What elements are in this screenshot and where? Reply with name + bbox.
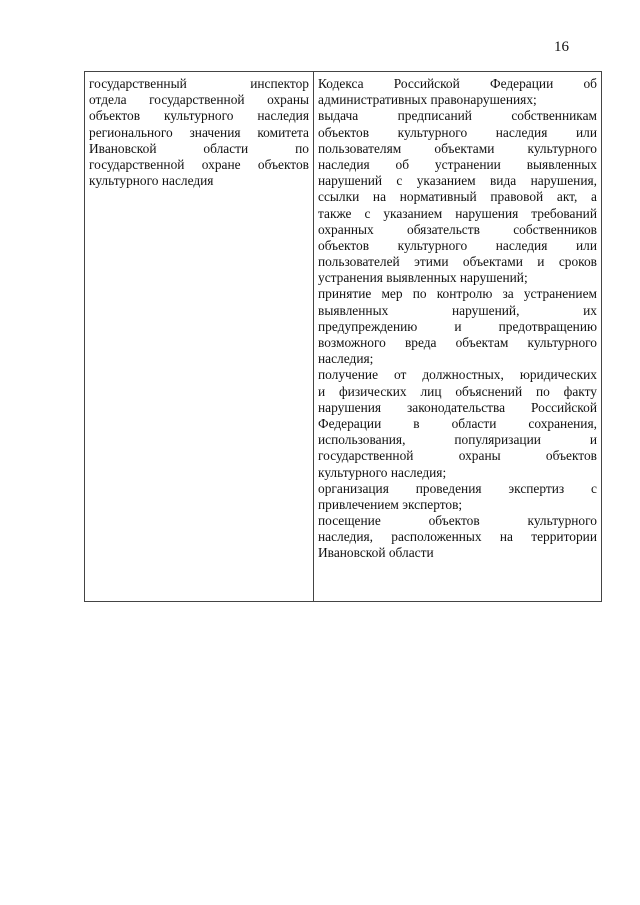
duties-line: Федерации в области сохранения, bbox=[318, 415, 597, 431]
duties-line: Ивановской области bbox=[318, 545, 434, 561]
duties-line: принятие мер по контролю за устранением bbox=[318, 286, 597, 302]
duties-line: наследия об устранении выявленных bbox=[318, 156, 597, 172]
duties-line: культурного наследия; bbox=[318, 464, 447, 480]
duties-line: и физических лиц объяснений по факту bbox=[318, 383, 597, 399]
position-line: регионального значения комитета bbox=[89, 124, 309, 140]
duties-line: наследия, расположенных на территории bbox=[318, 529, 597, 545]
duties-line: также с указанием нарушения требований bbox=[318, 205, 597, 221]
duties-line: государственной охраны объектов bbox=[318, 448, 597, 464]
table-cell-duties bbox=[314, 72, 601, 601]
duties-line: получение от должностных, юридических bbox=[318, 367, 597, 383]
document-table bbox=[84, 71, 602, 602]
position-line: культурного наследия bbox=[89, 173, 214, 189]
duties-line: пользователей этими объектами и сроков bbox=[318, 254, 597, 270]
duties-line: возможного вреда объектам культурного bbox=[318, 335, 597, 350]
duties-line: административных правонарушениях; bbox=[318, 92, 537, 108]
duties-line: объектов культурного наследия или bbox=[318, 124, 597, 140]
duties-line: нарушения законодательства Российской bbox=[318, 399, 597, 415]
duties-line: выдача предписаний собственникам bbox=[318, 108, 597, 124]
duties-line: привлечением экспертов; bbox=[318, 496, 463, 512]
position-line: государственный инспектор bbox=[89, 76, 309, 91]
duties-line: ссылки на нормативный правовой акт, а bbox=[318, 189, 597, 205]
duties-line: организация проведения экспертиз с bbox=[318, 480, 597, 496]
position-line: государственной охране объектов bbox=[89, 156, 309, 172]
duties-line: предупреждению и предотвращению bbox=[318, 318, 597, 334]
duties-line: охранных обязательств собственников bbox=[318, 221, 597, 237]
duties-line: наследия; bbox=[318, 351, 374, 367]
duties-line: выявленных нарушений, их bbox=[318, 302, 597, 318]
duties-line: пользователям объектами культурного bbox=[318, 140, 597, 156]
duties-line: посещение объектов культурного bbox=[318, 513, 597, 529]
duties-line: использования, популяризации и bbox=[318, 432, 597, 448]
table-cell-position bbox=[85, 72, 314, 601]
duties-line: Кодекса Российской Федерации об bbox=[318, 76, 597, 91]
duties-line: объектов культурного наследия или bbox=[318, 237, 597, 253]
duties-line: нарушений с указанием вида нарушения, bbox=[318, 173, 597, 189]
position-line: объектов культурного наследия bbox=[89, 108, 309, 124]
position-line: отдела государственной охраны bbox=[89, 92, 309, 108]
position-line: Ивановской области по bbox=[89, 140, 309, 156]
page-number: 16 bbox=[554, 39, 569, 55]
duties-line: устранения выявленных нарушений; bbox=[318, 270, 528, 286]
